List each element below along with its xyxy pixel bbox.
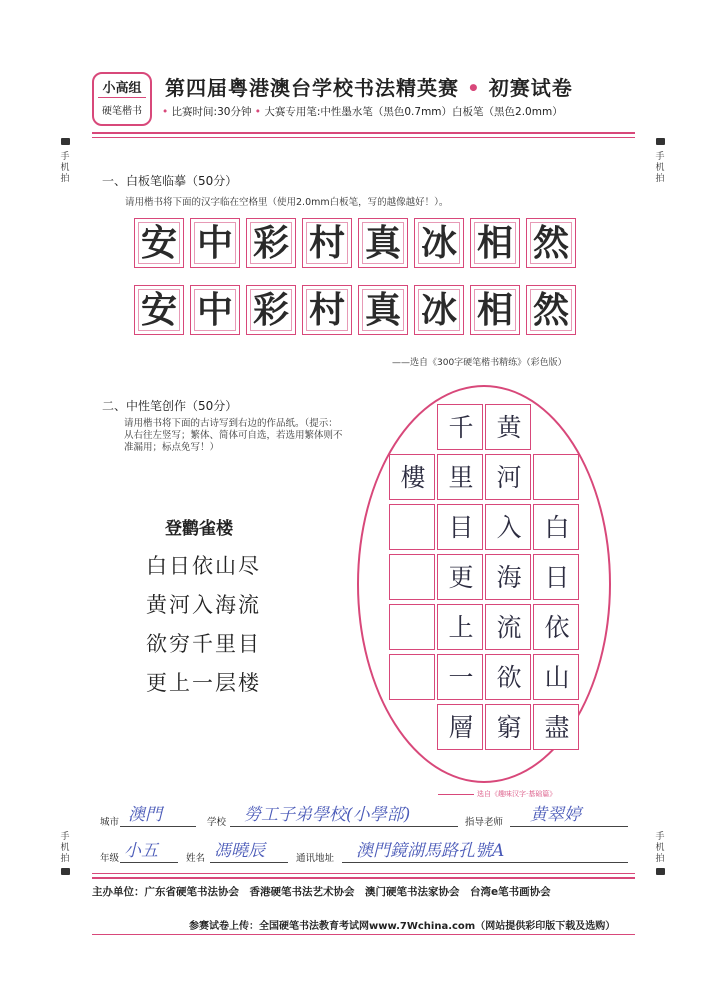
model-cell: 彩 — [246, 218, 296, 268]
teacher-value: 黄翠婷 — [530, 805, 581, 825]
side-mark-bottom-left: 手 机 拍 — [56, 832, 74, 882]
name-label: 姓名 — [186, 853, 206, 864]
badge-group-label: 小高组 — [102, 81, 142, 96]
written-char: 更 — [448, 563, 474, 592]
section1-title: 一、白板笔临摹（50分） — [102, 174, 238, 188]
model-cell: 然 — [526, 218, 576, 268]
writing-cell — [437, 604, 483, 650]
section2-title: 二、中性笔创作（50分） — [102, 399, 238, 413]
model-cell: 真 — [358, 218, 408, 268]
copy-cell: 中 — [190, 285, 240, 335]
written-char: 里 — [448, 463, 474, 492]
writing-cell — [437, 454, 483, 500]
copy-cell: 冰 — [414, 285, 464, 335]
model-cell: 冰 — [414, 218, 464, 268]
written-char: 盡 — [544, 713, 570, 742]
written-char — [390, 505, 436, 551]
bullet: • — [254, 106, 261, 118]
footer-rule — [92, 877, 635, 879]
writing-cell — [485, 554, 531, 600]
written-char: 層 — [448, 713, 474, 742]
writing-cell — [437, 404, 483, 450]
oval-source: 选自《趣味汉字·基础篇》 — [477, 790, 557, 798]
poem-line: 欲穷千里目 — [146, 632, 261, 656]
writing-cell — [389, 604, 435, 650]
writing-cell — [533, 654, 579, 700]
title-dot: • — [466, 76, 481, 100]
written-char: 樓 — [400, 463, 426, 492]
writing-cell — [389, 554, 435, 600]
writing-cell — [437, 554, 483, 600]
writing-cell — [533, 704, 579, 750]
written-char: 一 — [448, 663, 474, 692]
bullet: • — [162, 106, 169, 118]
writing-cell — [485, 704, 531, 750]
address-value: 澳門鏡湖馬路孔號A — [356, 841, 505, 861]
copy-cell: 村 — [302, 285, 352, 335]
writing-cell — [533, 454, 579, 500]
written-char: 窮 — [496, 713, 522, 742]
school-label: 学校 — [207, 817, 227, 828]
written-char: 海 — [496, 563, 522, 592]
written-char: 河 — [496, 463, 522, 492]
written-char — [390, 605, 436, 651]
written-char — [390, 655, 436, 701]
model-cell: 安 — [134, 218, 184, 268]
writing-cell — [389, 454, 435, 500]
grade-value: 小五 — [124, 841, 158, 861]
section1-source: ——选自《300字硬笔楷书精练》（彩色版） — [392, 358, 567, 368]
writing-cell — [437, 504, 483, 550]
copy-cell: 真 — [358, 285, 408, 335]
model-cell: 相 — [470, 218, 520, 268]
writing-cell — [389, 654, 435, 700]
school-value: 勞工子弟學校(小學部) — [244, 805, 411, 825]
side-mark-top-left: 手 机 拍 — [56, 138, 74, 185]
writing-cell — [485, 604, 531, 650]
copy-cell: 然 — [526, 285, 576, 335]
section1-instruction: 请用楷书将下面的汉字临在空格里（使用2.0mm白板笔，写的越像越好！）。 — [125, 197, 449, 208]
footer-rule-thin — [92, 873, 635, 874]
written-char: 流 — [496, 613, 522, 642]
writing-cell — [437, 704, 483, 750]
title-main: 第四届粤港澳台学校书法精英赛 — [165, 76, 459, 100]
writing-cell — [485, 504, 531, 550]
writing-cell — [533, 604, 579, 650]
written-char: 白 — [544, 513, 570, 542]
side-mark-top-right: 手 机 拍 — [651, 138, 669, 185]
model-cell: 中 — [190, 218, 240, 268]
grade-label: 年级 — [100, 853, 120, 864]
exam-pens: 大赛专用笔:中性墨水笔（黑色0.7mm）白板笔（黑色2.0mm） — [264, 106, 563, 118]
written-char: 上 — [448, 613, 474, 642]
copy-cell: 彩 — [246, 285, 296, 335]
exam-time: 比赛时间:30分钟 — [171, 106, 252, 118]
writing-cell — [485, 654, 531, 700]
copy-cell: 相 — [470, 285, 520, 335]
writing-cell — [533, 504, 579, 550]
written-char: 入 — [496, 513, 522, 542]
poem-line: 更上一层楼 — [146, 671, 261, 695]
model-cell: 村 — [302, 218, 352, 268]
written-char: 目 — [448, 513, 474, 542]
title-tail: 初赛试卷 — [488, 76, 573, 100]
written-char: 依 — [544, 613, 570, 642]
poem-line: 黄河入海流 — [146, 593, 261, 617]
poem-line: 白日依山尽 — [146, 554, 261, 578]
copy-cell: 安 — [134, 285, 184, 335]
written-char: 山 — [544, 663, 570, 692]
written-char: 日 — [544, 563, 570, 592]
written-char: 欲 — [496, 663, 522, 692]
writing-cell — [389, 504, 435, 550]
city-value: 澳門 — [128, 805, 162, 825]
written-char — [534, 455, 580, 501]
writing-cell — [485, 404, 531, 450]
poem-title: 登鹳雀楼 — [165, 519, 233, 539]
written-char: 千 — [448, 413, 474, 442]
written-char — [390, 555, 436, 601]
teacher-label: 指导老师 — [465, 817, 504, 828]
name-value: 馮曉辰 — [214, 841, 265, 861]
footer-rule-bottom — [92, 934, 635, 935]
oval-source-rule — [438, 794, 474, 795]
upload-info: 参赛试卷上传：全国硬笔书法教育考试网www.7Wchina.com（网站提供彩印版下载及选购） — [189, 921, 616, 932]
section2-instruction: 请用楷书将下面的古诗写到右边的作品纸。（提示：从右往左竖写；繁体、简体可自选，若选用繁体则不准漏用；标点免写！） — [124, 418, 343, 453]
writing-cell — [437, 654, 483, 700]
address-label: 通讯地址 — [296, 853, 335, 864]
side-mark-bottom-right: 手 机 拍 — [651, 832, 669, 882]
badge-style-label: 硬笔楷书 — [102, 106, 142, 117]
organizers: 主办单位：广东省硬笔书法协会 香港硬笔书法艺术协会 澳门硬笔书法家协会 台湾e笔书画协会 — [92, 886, 551, 898]
city-label: 城市 — [100, 817, 120, 828]
writing-cell — [533, 554, 579, 600]
written-char: 黄 — [496, 413, 522, 442]
writing-cell — [485, 454, 531, 500]
